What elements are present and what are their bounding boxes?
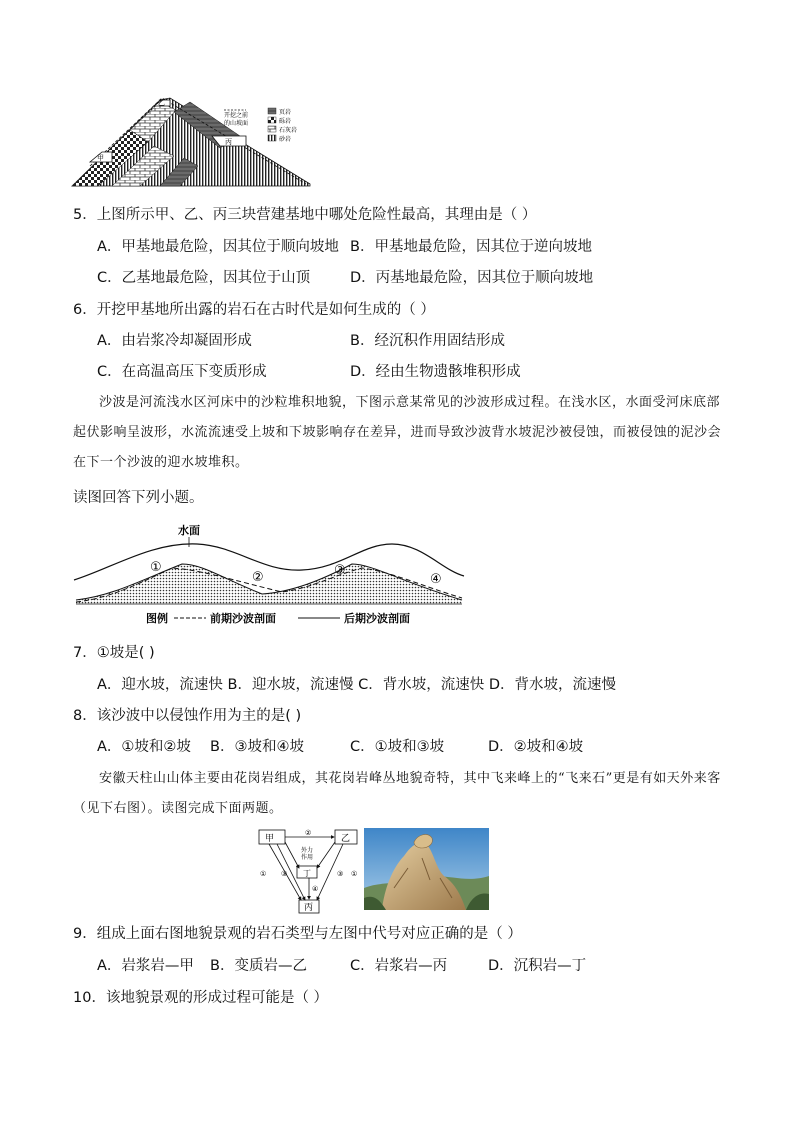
arrow-label-3-left: ③: [281, 870, 288, 878]
q5-option-c: C．乙基地最危险，因其位于山顶: [97, 270, 311, 286]
q6-option-d: D．经由生物遗骸堆积形成: [350, 364, 521, 380]
legend-solid-label: 后期沙波剖面: [344, 612, 410, 625]
question-8-stem: 8．该沙波中以侵蚀作用为主的是( ): [73, 708, 302, 724]
marker-3: ③: [334, 563, 346, 578]
q9-option-a: A．岩浆岩—甲: [97, 958, 194, 974]
box-bing: 丙: [304, 903, 314, 913]
q5-option-a: A．甲基地最危险，因其位于顺向坡地: [97, 239, 339, 255]
question-9-stem: 9．组成上面右图地貌景观的岩石类型与左图中代号对应正确的是（ ）: [73, 926, 522, 942]
slope-cross-section-figure: [70, 96, 315, 188]
rock-cycle-diagram: [255, 828, 360, 916]
box-ding: 丁: [303, 869, 311, 878]
q6-option-c: C．在高温高压下变质形成: [97, 364, 267, 380]
arrow-label-3-right: ③: [337, 870, 344, 878]
legend-dashed-label: 前期沙波剖面: [210, 612, 276, 625]
box-jia: 甲: [265, 834, 275, 844]
water-surface-label: 水面: [178, 524, 200, 537]
site-bing-label: 丙: [225, 138, 232, 146]
arrow-label-4-center: ④: [312, 885, 319, 893]
marker-1: ①: [150, 560, 162, 575]
q9-option-b: B．变质岩—乙: [210, 958, 307, 974]
q5-option-b: B．甲基地最危险，因其位于逆向坡地: [350, 239, 592, 255]
legend-conglomerate: 砾岩: [279, 118, 292, 125]
legend-label: 图例: [146, 612, 168, 625]
question-7-stem: 7．①坡是( ): [73, 645, 155, 661]
legend-limestone: 石灰岩: [279, 127, 298, 134]
arrow-label-1-right: ①: [351, 870, 358, 878]
q5-option-d: D．丙基地最危险，因其位于顺向坡地: [350, 270, 594, 286]
legend-slope-line1: 开挖之前: [224, 112, 249, 119]
q8-option-a: A．①坡和②坡: [97, 739, 191, 755]
legend-slope-line2: 的山坡面: [224, 120, 249, 127]
arrow-label-1-left: ①: [260, 870, 267, 878]
granite-peak-photo: [364, 828, 489, 910]
arrow-label-2-top: ②: [305, 829, 312, 837]
site-jia-label: 甲: [97, 154, 104, 162]
question-5-stem: 5．上图所示甲、乙、丙三块营建基地中哪处危险性最高，其理由是（ ）: [73, 207, 537, 223]
sand-wave-profile-figure: [72, 520, 467, 630]
q6-option-b: B．经沉积作用固结形成: [350, 333, 505, 349]
q7-options: A．迎水坡，流速快 B．迎水坡，流速慢 C．背水坡，流速快 D．背水坡，流速慢: [97, 677, 616, 693]
question-6-stem: 6．开挖甲基地所出露的岩石在古时代是如何生成的（ ）: [73, 302, 435, 318]
q8-option-d: D．②坡和④坡: [488, 739, 584, 755]
external-force-line2: 作用: [301, 854, 314, 861]
marker-2: ②: [252, 570, 264, 585]
q8-option-b: B．③坡和④坡: [210, 739, 304, 755]
legend-sandstone: 砂岩: [279, 136, 292, 143]
q9-option-c: C．岩浆岩—丙: [350, 958, 448, 974]
q6-option-a: A．由岩浆冷却凝固形成: [97, 333, 252, 349]
marker-4: ④: [430, 572, 442, 587]
question-10-stem: 10．该地貌景观的形成过程可能是（ ）: [73, 990, 329, 1006]
legend-shale: 页岩: [279, 109, 292, 116]
q8-option-c: C．①坡和③坡: [350, 739, 445, 755]
read-prompt: 读图回答下列小题。: [73, 490, 204, 506]
external-force-line1: 外力: [301, 847, 314, 854]
passage-tianzhu-mountain: 安徽天柱山山体主要由花岗岩组成，其花岗岩峰丛地貌奇特，其中飞来峰上的“飞来石”更是有如天外来客（见下右图）。读图完成下面两题。: [73, 771, 721, 816]
passage-sand-wave: 沙波是河流浅水区河床中的沙粒堆积地貌，下图示意某常见的沙波形成过程。在浅水区，水面受河床底部起伏影响呈波形，水流流速受上坡和下坡影响存在差异，进而导致沙波背水坡泥沙被侵蚀，而被侵蚀的泥沙会在下一个沙波的迎水坡堆积。: [73, 395, 722, 470]
site-yi-label: 乙: [158, 99, 165, 107]
box-yi: 乙: [341, 834, 351, 844]
q9-option-d: D．沉积岩—丁: [488, 958, 587, 974]
